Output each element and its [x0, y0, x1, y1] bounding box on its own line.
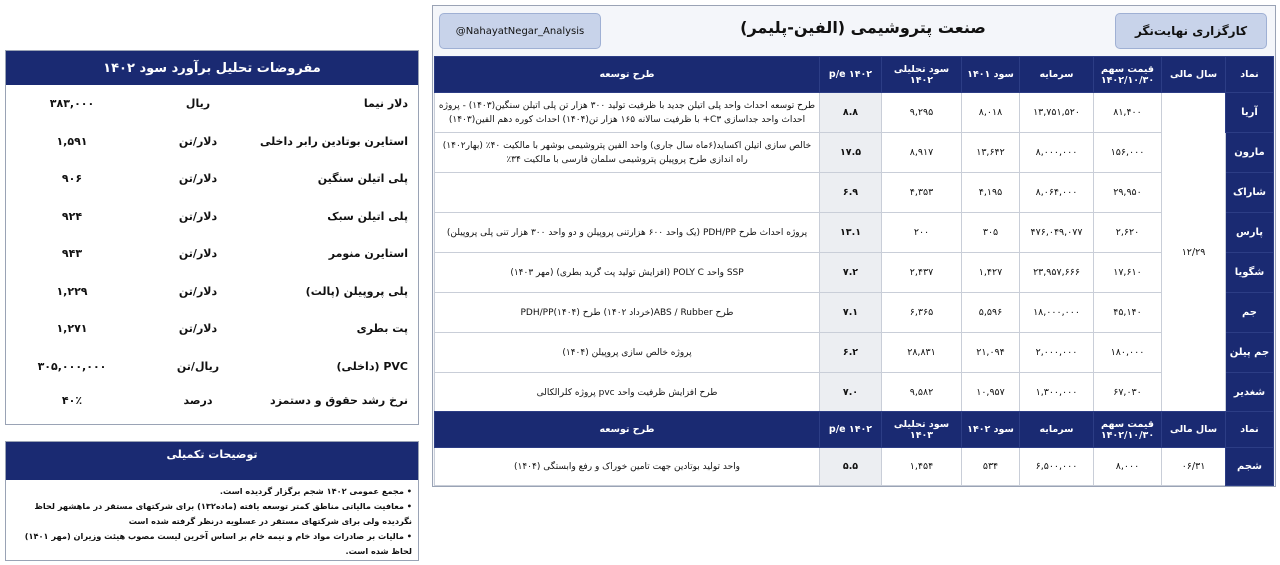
symbol-cell: آریا: [1226, 93, 1274, 133]
assumption-row: [6, 235, 418, 273]
assumption-row: [6, 310, 418, 348]
pe-cell: ۷.۰: [820, 373, 882, 413]
assumption-label: پت بطری: [356, 322, 408, 336]
development-plan-cell: [435, 173, 820, 213]
assumption-unit: دلار/تن: [178, 209, 218, 223]
capital-cell: ۲۳,۹۵۷,۶۶۶: [1020, 253, 1094, 293]
column-header: p/e ۱۴۰۲: [820, 412, 882, 448]
assumption-row: [6, 123, 418, 161]
eps-forecast-cell: ۲۰۰: [882, 213, 962, 253]
assumption-row: [6, 85, 418, 123]
sector-title: صنعت پتروشیمی (الفین-پلیمر): [740, 18, 986, 37]
development-plan-cell: SSP واحد POLY C (افزایش تولید پت گرید بطری) (مهر ۱۴۰۳): [435, 253, 820, 293]
price-cell: ۴۵,۱۴۰: [1094, 293, 1162, 333]
symbol-cell: مارون: [1226, 133, 1274, 173]
eps-1401-cell: ۸,۰۱۸: [962, 93, 1020, 133]
eps-1401-cell: ۱۰,۹۵۷: [962, 373, 1020, 413]
eps-forecast-cell: ۱,۴۵۴: [882, 448, 962, 486]
pe-cell: ۷.۱: [820, 293, 882, 333]
table-row: [435, 333, 1274, 373]
bullet-icon: •: [403, 486, 412, 496]
assumption-unit: ریال/تن: [176, 359, 220, 373]
symbol-cell: شگویا: [1226, 253, 1274, 293]
note-item: [10, 484, 412, 499]
capital-cell: ۱۸,۰۰۰,۰۰۰: [1020, 293, 1094, 333]
column-header: سال مالی: [1162, 412, 1226, 448]
column-header: سود ۱۴۰۲: [962, 412, 1020, 448]
development-plan-cell: طرح افزایش ظرفیت واحد pvc پروژه کلرالکالی: [435, 373, 820, 413]
development-plan-cell: پروژه خالص سازی پروپیلن (۱۴۰۴): [435, 333, 820, 373]
column-header: سرمایه: [1020, 57, 1094, 93]
price-cell: ۲,۶۲۰: [1094, 213, 1162, 253]
column-header: سال مالی: [1162, 57, 1226, 93]
broker-name: کارگزاری نهایت‌نگر: [1115, 13, 1267, 49]
column-header: نماد: [1226, 412, 1274, 448]
note-item: [10, 529, 412, 559]
eps-forecast-cell: ۲,۴۳۷: [882, 253, 962, 293]
eps-forecast-cell: ۹,۲۹۵: [882, 93, 962, 133]
notes-title: توضیحات تکمیلی: [6, 442, 418, 480]
development-plan-cell: طرح ABS / Rubber(خرداد ۱۴۰۲) طرح PDH/PP(۱۴۰۴): [435, 293, 820, 333]
assumption-row: [6, 273, 418, 311]
note-item: [10, 499, 412, 529]
pe-cell: ۷.۲: [820, 253, 882, 293]
fiscal-year-cell: ۰۶/۳۱: [1162, 448, 1226, 486]
table-row: [435, 253, 1274, 293]
symbol-cell: شجم: [1226, 448, 1274, 486]
price-cell: ۱۵۶,۰۰۰: [1094, 133, 1162, 173]
pe-cell: ۸.۸: [820, 93, 882, 133]
assumption-label: استایرن بوتادین رابر داخلی: [259, 134, 408, 148]
companies-table-2: [434, 411, 1274, 486]
capital-cell: ۸,۰۰۰,۰۰۰: [1020, 133, 1094, 173]
notes-list: [6, 484, 418, 559]
assumptions-title: مفروضات تحلیل برآورد سود ۱۴۰۲: [6, 51, 418, 85]
capital-cell: ۱,۳۰۰,۰۰۰: [1020, 373, 1094, 413]
assumption-row: [6, 198, 418, 236]
column-header: قیمت سهم ۱۴۰۲/۱۰/۳۰: [1094, 57, 1162, 93]
assumption-row: [6, 348, 418, 386]
table-row: [435, 293, 1274, 333]
eps-1401-cell: ۲۱,۰۹۴: [962, 333, 1020, 373]
assumption-value: ۹۲۴: [61, 209, 83, 223]
assumption-value: ۱,۲۲۹: [56, 284, 88, 298]
eps-1401-cell: ۵,۵۹۶: [962, 293, 1020, 333]
capital-cell: ۲,۰۰۰,۰۰۰: [1020, 333, 1094, 373]
assumption-label: نرخ رشد حقوق و دستمزد: [270, 393, 408, 407]
eps-forecast-cell: ۸,۹۱۷: [882, 133, 962, 173]
pe-cell: ۱۳.۱: [820, 213, 882, 253]
table-row: [435, 173, 1274, 213]
development-plan-cell: طرح توسعه احداث واحد پلی اتیلن جدید با ظرفیت تولید ۳۰۰ هزار تن پلی اتیلن سنگین(۱۴۰۳) - پروژه احداث واحد جداسازی C۳+ با ظرفیت سالانه ۱۶۵ هزار تن(۱۴۰۴) احداث کوره دهم الفین(۱۴۰۳): [435, 93, 820, 133]
capital-cell: ۸,۰۶۴,۰۰۰: [1020, 173, 1094, 213]
bullet-icon: •: [403, 531, 412, 541]
assumption-value: ۳۰۵,۰۰۰,۰۰۰: [37, 359, 107, 373]
development-plan-cell: پروژه احداث طرح PDH/PP (یک واحد ۶۰۰ هزارتنی پروپیلن و دو واحد ۳۰۰ هزار تنی پلی پروپیلن): [435, 213, 820, 253]
pe-cell: ۶.۲: [820, 333, 882, 373]
symbol-cell: جم پیلن: [1226, 333, 1274, 373]
assumption-row: [6, 385, 418, 415]
assumption-value: ۹۰۶: [61, 172, 83, 186]
assumption-unit: دلار/تن: [178, 172, 218, 186]
eps-forecast-cell: ۶,۳۶۵: [882, 293, 962, 333]
column-header: سود تحلیلی ۱۴۰۲: [882, 57, 962, 93]
eps-1401-cell: ۴,۱۹۵: [962, 173, 1020, 213]
eps-1401-cell: ۱,۴۲۷: [962, 253, 1020, 293]
assumption-value: ۹۴۳: [61, 247, 83, 261]
column-header: سود تحلیلی ۱۴۰۳: [882, 412, 962, 448]
assumption-label: پلی پروپیلن (پالت): [305, 284, 408, 298]
symbol-cell: جم: [1226, 293, 1274, 333]
eps-1402-cell: ۵۳۴: [962, 448, 1020, 486]
eps-forecast-cell: ۲۸,۸۳۱: [882, 333, 962, 373]
assumption-value: ۱,۲۷۱: [56, 322, 88, 336]
price-cell: ۸,۰۰۰: [1094, 448, 1162, 486]
note-text: معافیت مالیاتی مناطق کمتر توسعه یافته (ماده۱۳۲) برای شرکتهای مستقر در ماهشهر لحاظ نگردیده ولی برای شرکتهای مستقر در عسلویه درنظر گرفته شده است: [34, 501, 412, 526]
assumption-unit: دلار/تن: [178, 322, 218, 336]
companies-table: [434, 56, 1274, 413]
assumption-label: پلی اتیلن سنگین: [317, 172, 408, 186]
symbol-cell: پارس: [1226, 213, 1274, 253]
development-plan-cell: واحد تولید بوتادین جهت تامین خوراک و رفع وابستگی (۱۴۰۴): [435, 448, 820, 486]
pe-cell: ۱۷.۵: [820, 133, 882, 173]
eps-forecast-cell: ۴,۳۵۳: [882, 173, 962, 213]
assumption-label: استایرن منومر: [328, 247, 408, 261]
table-row: [435, 448, 1274, 486]
column-header: سود ۱۴۰۱: [962, 57, 1020, 93]
fiscal-year-cell: ۱۲/۲۹: [1162, 93, 1226, 413]
petrochemical-panel: [432, 5, 1276, 487]
assumption-label: دلار نیما: [363, 97, 408, 111]
price-cell: ۶۷,۰۳۰: [1094, 373, 1162, 413]
table-row: [435, 373, 1274, 413]
assumption-unit: دلار/تن: [178, 247, 218, 261]
assumption-label: PVC (داخلی): [336, 359, 408, 373]
column-header: طرح توسعه: [435, 412, 820, 448]
development-plan-cell: خالص سازی اتیلن اکساید(۶ماه سال جاری) واحد الفین پتروشیمی بوشهر با مالکیت ۴۰٪ (بهار۱۴۰۲) راه اندازی طرح پروپیلن پتروشیمی سلمان فارسی با مالکیت ۳۴٪: [435, 133, 820, 173]
note-text: مالیات بر صادرات مواد خام و نیمه خام بر اساس آخرین لیست مصوب هیئت وزیران (مهر ۱۴۰۱) لحاظ شده است.: [24, 531, 412, 556]
bullet-icon: •: [403, 501, 412, 511]
pe-cell: ۵.۵: [820, 448, 882, 486]
capital-cell: ۶,۵۰۰,۰۰۰: [1020, 448, 1094, 486]
capital-cell: ۴۷۶,۰۴۹,۰۷۷: [1020, 213, 1094, 253]
eps-1401-cell: ۳۰۵: [962, 213, 1020, 253]
column-header: نماد: [1226, 57, 1274, 93]
eps-1401-cell: ۱۳,۶۴۲: [962, 133, 1020, 173]
table-row: [435, 213, 1274, 253]
column-header: سرمایه: [1020, 412, 1094, 448]
assumption-value: ۳۸۳,۰۰۰: [49, 97, 95, 111]
assumption-unit: ریال: [185, 97, 211, 111]
table-row: [435, 93, 1274, 133]
assumptions-list: [6, 85, 418, 415]
notes-panel: [5, 441, 419, 561]
price-cell: ۱۸۰,۰۰۰: [1094, 333, 1162, 373]
eps-forecast-cell: ۹,۵۸۲: [882, 373, 962, 413]
pe-cell: ۶.۹: [820, 173, 882, 213]
assumption-value: ۱,۵۹۱: [56, 134, 88, 148]
price-cell: ۸۱,۴۰۰: [1094, 93, 1162, 133]
capital-cell: ۱۳,۷۵۱,۵۲۰: [1020, 93, 1094, 133]
price-cell: ۲۹,۹۵۰: [1094, 173, 1162, 213]
column-header: قیمت سهم ۱۴۰۲/۱۰/۳۰: [1094, 412, 1162, 448]
channel-handle: @NahayatNegar_Analysis: [439, 13, 601, 49]
assumption-label: پلی اتیلن سبک: [327, 209, 408, 223]
table-row: [435, 133, 1274, 173]
symbol-cell: شاراک: [1226, 173, 1274, 213]
price-cell: ۱۷,۶۱۰: [1094, 253, 1162, 293]
symbol-cell: شغدیر: [1226, 373, 1274, 413]
assumption-value: ۴۰٪: [61, 393, 83, 407]
assumption-unit: دلار/تن: [178, 134, 218, 148]
assumption-unit: درصد: [183, 393, 213, 407]
column-header: p/e ۱۴۰۲: [820, 57, 882, 93]
assumption-row: [6, 160, 418, 198]
assumption-unit: دلار/تن: [178, 284, 218, 298]
assumptions-panel: [5, 50, 419, 425]
column-header: طرح توسعه: [435, 57, 820, 93]
note-text: مجمع عمومی ۱۴۰۲ شجم برگزار گردیده است.: [219, 486, 404, 496]
